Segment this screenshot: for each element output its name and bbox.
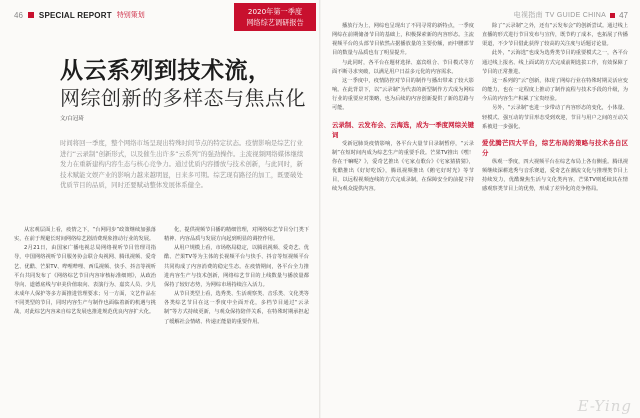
article-subtitle: 网综创新的多样态与焦点化 [60,86,306,110]
report-title-line2: 网络综艺调研报告 [246,18,304,27]
page-gutter [319,0,321,418]
red-square-icon [610,13,615,18]
paragraph: 这一系列的“云”创新，体现了网综行业在特殊时期灵活应变的能力，也在一定程度上推动了制作流程与技术手段的升级，为今后的内容生产积累了宝贵经验。 [482,77,628,103]
paragraph: 与此同时，各平台在题材选择、嘉宾组合、节目模式等方面不断寻求突破，以满足用户日益多元化的内容需求。 [332,59,474,75]
left-page-number: 46 [14,10,23,20]
paragraph: 化，提供视频节目播的精细管理，对网络综艺节目分门类下精神、内容品质与发展方向起到明显的调控作用。 [164,227,309,243]
article-author: 文/白冠琦 [60,116,84,122]
magazine-brand: 电视指南 TV GUIDE CHINA [513,12,607,19]
report-title-box [234,3,316,31]
body-column-right-2 [482,22,628,414]
paragraph: 2月21日，由国家广播电视总局网络视听节目管理司指导，中国网络视听节目服务协会联合央视网、腾讯视频、爱奇艺、优酷、芒果TV、哔哩哔哩、西瓜视频、快手、抖音等视听平台共同发布了《网络综艺节目内容审核标准细则》，从政治导向、道德底线与审美价值取向、表演行为、嘉宾人员、少儿未成年人保护等多方面推进管理要求；另一方面，文艺作品在不同类型的节目，同时内容生产与制作也面临着新的机遇与挑战，对此综艺内容来自综艺发展也推进规范优良内容扩大化。 [14,245,156,316]
lead-text: 时间将回一季度，整个网络市场呈现出特殊时间节点的特定状态。疫情影响是综艺行业进行“云录制”创新形式，以及催生出许多“云系列”的强劲操作。主流视频网络媒体继续发力在重新建构内容生态与核心竞争力。通过优质内容播放与技术创新，与此同时，新技术赋能文娱产业的影响力越来越明显，日来多可期。综艺现有路径的加工，既要破处优质节目的品质，同时还要赋动整体发展体系健全。 [60,139,304,190]
paragraph: 从节目类型上看，选秀类、生活观察类、音乐类、文化类等各类综艺节目在这一季度中全面开花，多档节目通过“云录制”等方式持续更新，与观众保持陪伴关系，在特殊时期承担起了缓解社会情绪、传递正能量的重要作用。 [164,291,309,325]
article-title: 从云系列到技术流， [60,58,272,84]
right-page-header [514,8,628,22]
paragraph: 播放行为上，网综也呈现出了不同寻常的新特点，一季度网综在前期储备节目的基础上，积极探索新的内容形态。主流视频平台的头部节目依然占据播放量的主要份额，而中腰部节目的数量与品质也有了明显提升。 [332,23,474,57]
report-title-line1: 2020年第一季度 [247,7,303,16]
lead-paragraph [60,138,308,191]
section-label: SPECIAL REPORT [38,10,112,20]
paragraph: 纵观一季度，四大视频平台在综艺布局上各有侧重。腾讯视频继续深耕选秀与音乐赛道，爱奇艺在潮流文化与推理类节目上持续发力，优酷聚焦生活与文化类内容，芒果TV则延续其在情感观察类节目上的优势，形成了差异化的竞争格局。 [482,158,628,193]
paragraph: 受新冠肺炎疫情影响，各平台大量节目录制暂停，“云录制”在短时间内成为综艺生产的重要手段。芒果TV推出《嘿！你在干嘛呢？》，爱奇艺推出《宅家点歌台》《宅家猜猜猜》，优酷推出《好好吃饭》，腾讯视频推出《鹅宅好时光》等节目，以远程视频连线的方式完成录制，在保障安全的前提下持续为观众提供内容。 [332,140,474,193]
section-sub-label: 特别策划 [116,11,145,19]
body-column-left-2 [164,226,309,412]
paragraph: 从用户规模上看，市场格局稳定，以腾讯视频、爱奇艺、优酷、芒果TV等为主体的长视频平台与快手、抖音等短视频平台共同构成了内容消费的稳定生态。在疫情期间，各平台全力推进内容生产与技术创新，网络综艺节目的上线数量与播放量都保持了较好态势，为网综市场持续注入活力。 [164,245,309,288]
watermark: E-Ying [577,397,632,415]
body-column-right-1 [332,22,474,414]
paragraph: 另外，“云录制”也进一步带动了内容形态的变化，小体量、轻模式、强互动的节目形态受到欢迎，节目与用户之间的互动关系被进一步强化。 [482,105,628,130]
right-page-number: 47 [619,10,628,20]
section-heading-1: 云录制、云发布会、云海选，成为一季度网综关键词 [332,120,474,139]
section-heading-2: 爱优腾芒四大平台，综艺布局的策略与技术各自区分 [482,138,628,157]
left-page-header [14,8,145,22]
body-column-left-1 [14,226,156,412]
paragraph: 从宏观层面上看，疫情之下，“台网同步”政策继续加强落实，在前于规避长时间网络综艺剧消费现象推动行业的发展。 [14,227,156,243]
paragraph: 除了“云录制”之外，还有“云发布会”的创新尝试。通过线上直播的形式进行节目发布与宣传，既节约了成本，也拓展了传播渠道，不少节目借此获得了较高的关注度与话题讨论量。 [482,23,628,48]
paragraph: 此外，“云海选”也成为选秀类节目的重要模式之一，各平台通过线上报名、线上面试的方式完成前期选拔工作，有效保障了节目的正常推进。 [482,50,628,75]
paragraph: 这一季度中，疫情防控对节目的制作与播出带来了较大影响。在此背景下，以“云录制”为代表的新型制作方式成为网综行业的重要应对策略，也为后续的内容创新提供了新的思路与可能。 [332,77,474,112]
red-square-icon [28,12,34,18]
